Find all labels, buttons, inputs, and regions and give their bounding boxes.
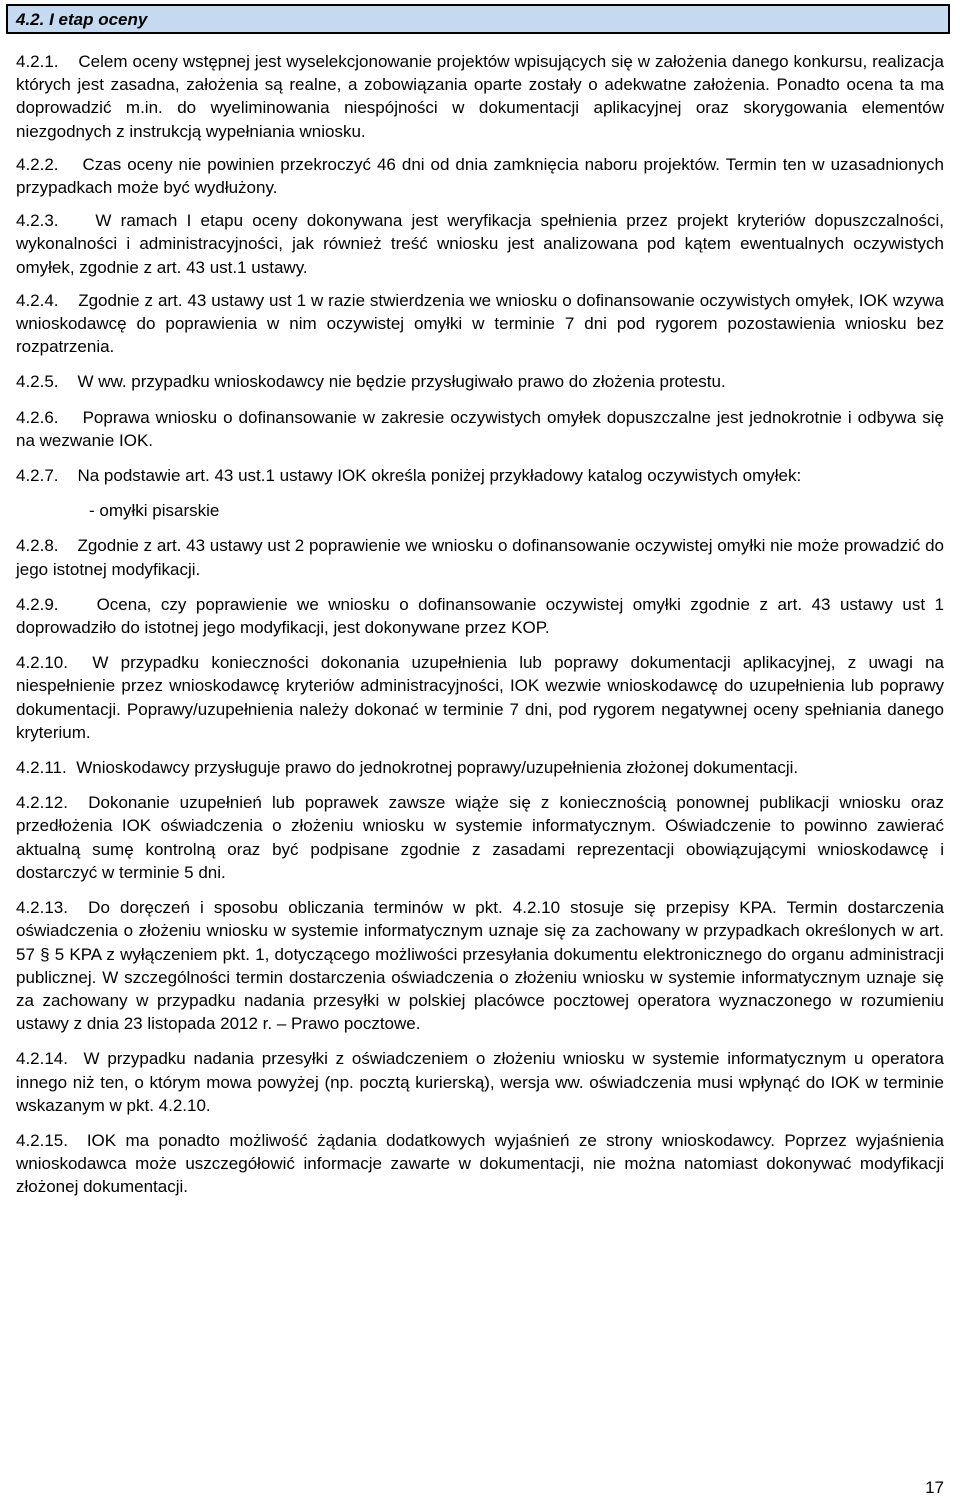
- paragraph-text: Celem oceny wstępnej jest wyselekcjonowanie projektów wpisujących się w założenia danego konkursu, realizacja których jest zasadna, założenia są realne, a zobowiązania oparte zostały o adekwatne założenia. Ponadto ocena ta ma doprowadzić m.in. do wyeliminowania niespójności w dokumentacji aplikacyjnej oraz skorygowania elementów niezgodnych z instrukcją wypełniania wniosku.: [16, 52, 944, 141]
- paragraph-4-2-12: [16, 791, 944, 884]
- paragraph-4-2-8: [16, 534, 944, 580]
- paragraph-text: Do doręczeń i sposobu obliczania terminów w pkt. 4.2.10 stosuje się przepisy KPA. Termin dostarczenia oświadczenia o złożeniu wniosku w systemie informatycznym uznaje się za zachowany w przypadkach określonych w art. 57 § 5 KPA z wyłączeniem pkt. 1, dotyczącego możliwości przesyłania dokumentu elektronicznego do organu administracji publicznej. W szczególności termin dostarczenia oświadczenia o złożeniu wniosku w systemie informatycznym uznaje się za zachowany w przypadku nadania przesyłki w polskiej placówce pocztowej operatora wyznaczonego w rozumieniu ustawy z dnia 23 listopada 2012 r. – Prawo pocztowe.: [16, 898, 944, 1034]
- paragraph-number: 4.2.8.: [16, 536, 59, 556]
- paragraph-number: 4.2.1.: [16, 52, 59, 71]
- paragraph-4-2-9: [16, 593, 944, 639]
- paragraph-number: 4.2.11.: [16, 758, 67, 778]
- paragraph-4-2-2: [16, 153, 944, 199]
- paragraph-4-2-13: [16, 896, 944, 1035]
- paragraph-4-2-5: [16, 370, 944, 393]
- paragraph-text: Zgodnie z art. 43 ustawy ust 1 w razie stwierdzenia we wniosku o dofinansowanie oczywistych omyłek, IOK wzywa wnioskodawcę do poprawienia w nim oczywistej omyłki w terminie 7 dni pod rygorem pozostawienia wniosku bez rozpatrzenia.: [16, 290, 944, 357]
- list-item-omylki-pisarskie: [16, 499, 944, 522]
- paragraph-text: W przypadku nadania przesyłki z oświadczeniem o złożeniu wniosku w systemie informatycznym u operatora innego niż ten, o którym mowa powyżej (np. pocztą kurierską), wersja ww. oświadczenia musi wpłynąć do IOK w terminie wskazanym w pkt. 4.2.10.: [16, 1049, 944, 1115]
- paragraph-4-2-15: [16, 1129, 944, 1199]
- paragraph-number: 4.2.5.: [16, 372, 59, 392]
- paragraph-4-2-7: [16, 464, 944, 487]
- paragraph-number: 4.2.14.: [16, 1049, 68, 1069]
- paragraph-text: W ramach I etapu oceny dokonywana jest weryfikacja spełnienia przez projekt kryteriów dopuszczalności, wykonalności i administracyjności, jak również treść wniosku jest analizowana pod kątem ewentualnych oczywistych omyłek, zgodnie z art. 43 ust.1 ustawy.: [16, 211, 944, 277]
- paragraph-number: 4.2.7.: [16, 466, 59, 486]
- paragraph-text: Na podstawie art. 43 ust.1 ustawy IOK określa poniżej przykładowy katalog oczywistych omyłek:: [77, 466, 802, 486]
- paragraph-4-2-10: [16, 651, 944, 744]
- paragraph-text: Zgodnie z art. 43 ustawy ust 2 poprawienie we wniosku o dofinansowanie oczywistej omyłki nie może prowadzić do jego istotnej modyfikacji.: [16, 536, 944, 579]
- paragraph-number: 4.2.10.: [16, 653, 68, 673]
- paragraph-text: IOK ma ponadto możliwość żądania dodatkowych wyjaśnień ze strony wnioskodawcy. Poprzez wyjaśnienia wnioskodawca może uszczegółowić informacje zawarte w dokumentacji, nie można natomiast dokonywać modyfikacji złożonej dokumentacji.: [16, 1130, 944, 1197]
- section-heading: 4.2. I etap oceny: [16, 10, 148, 29]
- paragraph-number: 4.2.9.: [16, 594, 59, 614]
- paragraph-number: 4.2.12.: [16, 793, 68, 813]
- paragraph-4-2-1: [16, 50, 944, 143]
- list-item-text: - omyłki pisarskie: [89, 501, 220, 521]
- paragraph-number: 4.2.6.: [16, 407, 59, 427]
- paragraph-number: 4.2.13.: [16, 898, 68, 918]
- paragraph-4-2-14: [16, 1047, 944, 1117]
- paragraph-4-2-4: [16, 289, 944, 359]
- paragraph-4-2-11: [16, 756, 944, 779]
- document-body: [16, 50, 944, 1199]
- paragraph-number: 4.2.4.: [16, 290, 59, 310]
- paragraph-number: 4.2.15.: [16, 1130, 68, 1150]
- paragraph-4-2-3: [16, 209, 944, 279]
- section-heading-box: [6, 4, 950, 34]
- paragraph-text: Dokonanie uzupełnień lub poprawek zawsze wiąże się z koniecznością ponownej publikacji wniosku oraz przedłożenia IOK oświadczenia o złożeniu wniosku w systemie informatycznym. Oświadczenie to powinno zawierać aktualną sumę kontrolną oraz być podpisane zgodnie z zasadami reprezentacji obowiązującymi wnioskodawcę i dostarczyć w terminie 5 dni.: [16, 793, 944, 882]
- paragraph-text: Ocena, czy poprawienie we wniosku o dofinansowanie oczywistej omyłki zgodnie z art. 43 ustawy ust 1 doprowadziło do istotnej jego modyfikacji, jest dokonywane przez KOP.: [16, 594, 944, 638]
- paragraph-text: Czas oceny nie powinien przekroczyć 46 dni od dnia zamknięcia naboru projektów. Termin ten w uzasadnionych przypadkach może być wydłużony.: [16, 154, 944, 198]
- page-number: 17: [925, 1478, 944, 1497]
- paragraph-text: W przypadku konieczności dokonania uzupełnienia lub poprawy dokumentacji aplikacyjnej, z uwagi na niespełnienie przez wnioskodawcę kryteriów administracyjności, IOK wezwie wnioskodawcę do uzupełnienia lub poprawy dokumentacji. Poprawy/uzupełnienia należy dokonać w terminie 7 dni, pod rygorem negatywnej oceny spełniania danego kryterium.: [16, 653, 944, 742]
- paragraph-text: Wnioskodawcy przysługuje prawo do jednokrotnej poprawy/uzupełnienia złożonej dokumentacji.: [76, 758, 799, 778]
- paragraph-text: Poprawa wniosku o dofinansowanie w zakresie oczywistych omyłek dopuszczalne jest jednokrotnie i odbywa się na wezwanie IOK.: [16, 407, 944, 450]
- paragraph-number: 4.2.3.: [16, 211, 59, 231]
- paragraph-number: 4.2.2.: [16, 154, 59, 174]
- paragraph-text: W ww. przypadku wnioskodawcy nie będzie przysługiwało prawo do złożenia protestu.: [77, 372, 726, 392]
- paragraph-4-2-6: [16, 406, 944, 452]
